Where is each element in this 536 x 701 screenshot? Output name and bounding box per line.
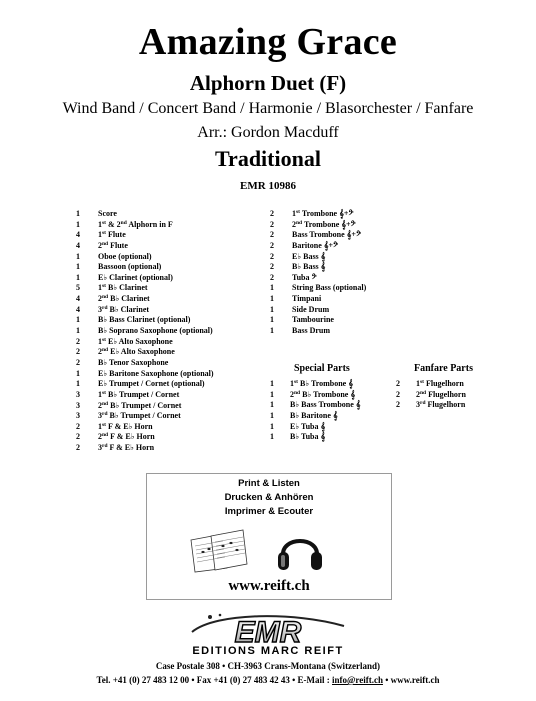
- part-name: E♭ Clarinet (optional): [98, 272, 173, 282]
- part-name: 1st Flugelhorn: [416, 379, 464, 388]
- part-row: [76, 252, 214, 263]
- part-quantity: 2: [76, 347, 80, 357]
- part-row: [76, 411, 214, 422]
- part-name: E♭ Baritone Saxophone (optional): [98, 368, 214, 378]
- part-name: Score: [98, 209, 117, 218]
- part-name: 2nd B♭ Trumpet / Cornet: [98, 400, 182, 410]
- part-row: [76, 262, 214, 273]
- publisher-address: Case Postale 308 • CH-3963 Crans-Montana (Switzerland): [155, 661, 381, 671]
- composer: Traditional: [215, 146, 321, 171]
- part-row: [270, 411, 361, 422]
- part-row: [270, 315, 366, 326]
- part-row: [76, 209, 214, 220]
- part-quantity: 3: [76, 389, 80, 399]
- part-name: E♭ Trumpet / Cornet (optional): [98, 379, 205, 389]
- part-quantity: 3: [76, 400, 80, 410]
- part-quantity: 2: [270, 251, 274, 261]
- part-row: [76, 305, 214, 316]
- part-quantity: 1: [270, 400, 274, 410]
- part-name: 3rd Flugelhorn: [416, 400, 466, 410]
- part-row: [76, 315, 214, 326]
- part-quantity: 1: [76, 368, 80, 378]
- part-quantity: 2: [270, 219, 274, 229]
- part-row: [270, 230, 366, 241]
- part-name: B♭ Bass 𝄞: [292, 262, 326, 272]
- part-quantity: 2: [396, 400, 400, 410]
- part-quantity: 2: [270, 272, 274, 282]
- part-name: Bass Trombone 𝄞+𝄢: [292, 230, 362, 240]
- part-row: [270, 252, 366, 263]
- headphones-icon: [275, 526, 325, 574]
- part-name: Oboe (optional): [98, 251, 152, 261]
- part-quantity: 1: [270, 389, 274, 399]
- part-name: E♭ Tuba 𝄞: [290, 421, 326, 431]
- part-row: [270, 379, 361, 390]
- arranger: Arr.: Gordon Macduff: [197, 124, 339, 141]
- part-quantity: 2: [270, 230, 274, 240]
- fanfare-parts-list: [396, 379, 466, 411]
- parts-list-left: [76, 209, 214, 454]
- part-row: [270, 262, 366, 273]
- part-quantity: 1: [270, 379, 274, 388]
- catalog-number: EMR 10986: [240, 180, 296, 192]
- part-row: [270, 400, 361, 411]
- part-quantity: 2: [76, 336, 80, 346]
- emr-logo: [186, 610, 350, 646]
- part-quantity: 2: [270, 240, 274, 250]
- part-name: 1st B♭ Clarinet: [98, 283, 148, 293]
- part-row: [76, 241, 214, 252]
- part-name: 3rd B♭ Clarinet: [98, 304, 150, 314]
- part-row: [396, 400, 466, 411]
- part-name: Bassoon (optional): [98, 262, 162, 272]
- title: Amazing Grace: [138, 21, 398, 63]
- part-name: 2nd B♭ Clarinet: [98, 294, 150, 304]
- part-quantity: 2: [76, 443, 80, 453]
- part-name: B♭ Tuba 𝄞: [290, 432, 326, 442]
- part-row: [76, 337, 214, 348]
- part-name: E♭ Bass 𝄞: [292, 251, 326, 261]
- emr-logo-text: EMR: [234, 616, 302, 646]
- part-name: 1st B♭ Trumpet / Cornet: [98, 389, 180, 399]
- part-name: 2nd E♭ Alto Saxophone: [98, 347, 175, 357]
- part-name: 2nd B♭ Trombone 𝄞: [290, 389, 356, 399]
- part-row: [270, 209, 366, 220]
- part-quantity: 1: [76, 315, 80, 325]
- sheet-music-icon: [187, 528, 267, 574]
- print-listen-box[interactable]: [146, 473, 392, 600]
- part-name: 1st & 2nd Alphorn in F: [98, 219, 173, 229]
- part-quantity: 1: [270, 304, 274, 314]
- promo-line-3: Imprimer & Ecouter: [224, 506, 314, 517]
- part-quantity: 1: [270, 410, 274, 420]
- email-link[interactable]: info@reift.ch: [332, 675, 383, 685]
- part-row: [76, 390, 214, 401]
- part-row: [270, 220, 366, 231]
- part-row: [270, 326, 366, 337]
- promo-text: [147, 477, 391, 519]
- parts-list-middle: [270, 209, 366, 337]
- part-row: [76, 347, 214, 358]
- part-name: 1st E♭ Alto Saxophone: [98, 336, 173, 346]
- publisher-contact: [0, 675, 536, 685]
- part-row: [270, 305, 366, 316]
- contact-website: • www.reift.ch: [382, 675, 440, 685]
- part-quantity: 3: [76, 411, 80, 421]
- part-name: Tuba 𝄢: [292, 272, 317, 282]
- part-row: [76, 220, 214, 231]
- part-quantity: 1: [76, 262, 80, 272]
- part-row: [76, 369, 214, 380]
- part-row: [76, 401, 214, 412]
- part-quantity: 1: [270, 283, 274, 293]
- part-row: [396, 379, 466, 390]
- part-row: [270, 432, 361, 443]
- part-name: 2nd Flugelhorn: [416, 389, 466, 399]
- part-name: 3rd F & E♭ Horn: [98, 443, 155, 453]
- instrumentation: Wind Band / Concert Band / Harmonie / Blasorchester / Fanfare: [62, 100, 474, 117]
- part-name: Timpani: [292, 294, 322, 304]
- part-quantity: 2: [396, 389, 400, 399]
- part-quantity: 1: [270, 421, 274, 431]
- part-name: 1st Trombone 𝄞+𝄢: [292, 209, 354, 218]
- part-quantity: 5: [76, 283, 80, 293]
- part-name: Side Drum: [292, 304, 330, 314]
- part-quantity: 2: [76, 357, 80, 367]
- part-quantity: 2: [76, 421, 80, 431]
- part-name: Bass Drum: [292, 326, 331, 336]
- part-row: [76, 379, 214, 390]
- part-row: [76, 326, 214, 337]
- part-name: 2nd Trombone 𝄞+𝄢: [292, 219, 356, 229]
- part-row: [270, 390, 361, 401]
- fanfare-parts-heading: Fanfare Parts: [414, 363, 473, 374]
- part-name: 1st F & E♭ Horn: [98, 421, 153, 431]
- part-quantity: 2: [270, 262, 274, 272]
- special-parts-list: [270, 379, 361, 443]
- part-row: [76, 443, 214, 454]
- part-name: B♭ Bass Clarinet (optional): [98, 315, 191, 325]
- part-row: [270, 283, 366, 294]
- part-name: Tambourine: [292, 315, 334, 325]
- contact-phone-fax: Tel. +41 (0) 27 483 12 00 • Fax +41 (0) 27 483 42 43 • E-Mail :: [96, 675, 333, 685]
- part-row: [270, 273, 366, 284]
- part-name: 2nd F & E♭ Horn: [98, 432, 155, 442]
- part-row: [76, 432, 214, 443]
- part-name: String Bass (optional): [292, 283, 367, 293]
- part-row: [396, 390, 466, 401]
- part-quantity: 1: [270, 294, 274, 304]
- part-name: 2nd Flute: [98, 240, 128, 250]
- part-name: 1st B♭ Trombone 𝄞: [290, 379, 353, 388]
- part-quantity: 1: [76, 219, 80, 229]
- part-quantity: 4: [76, 304, 80, 314]
- part-row: [76, 294, 214, 305]
- part-row: [76, 283, 214, 294]
- part-quantity: 2: [76, 432, 80, 442]
- part-quantity: 2: [396, 379, 400, 388]
- part-row: [76, 422, 214, 433]
- promo-url-link[interactable]: www.reift.ch: [228, 578, 310, 594]
- special-parts-heading: Special Parts: [294, 363, 350, 374]
- part-row: [76, 358, 214, 369]
- part-row: [270, 422, 361, 433]
- part-row: [76, 273, 214, 284]
- part-quantity: 2: [270, 209, 274, 218]
- promo-line-2: Drucken & Anhören: [224, 492, 314, 503]
- part-name: 1st Flute: [98, 230, 126, 240]
- part-quantity: 1: [270, 315, 274, 325]
- part-name: B♭ Bass Trombone 𝄞: [290, 400, 361, 410]
- part-quantity: 1: [76, 209, 80, 218]
- part-name: B♭ Tenor Saxophone: [98, 357, 169, 367]
- part-quantity: 4: [76, 240, 80, 250]
- part-row: [270, 294, 366, 305]
- part-name: Baritone 𝄞+𝄢: [292, 240, 339, 250]
- part-name: 3rd B♭ Trumpet / Cornet: [98, 411, 181, 421]
- part-name: B♭ Baritone 𝄞: [290, 410, 338, 420]
- part-quantity: 4: [76, 294, 80, 304]
- part-row: [270, 241, 366, 252]
- subtitle: Alphorn Duet (F): [189, 71, 347, 95]
- part-quantity: 1: [76, 326, 80, 336]
- part-quantity: 1: [76, 379, 80, 389]
- part-quantity: 1: [76, 251, 80, 261]
- part-quantity: 4: [76, 230, 80, 240]
- part-quantity: 1: [76, 272, 80, 282]
- promo-line-1: Print & Listen: [238, 478, 300, 489]
- part-quantity: 1: [270, 326, 274, 336]
- part-quantity: 1: [270, 432, 274, 442]
- part-name: B♭ Soprano Saxophone (optional): [98, 326, 213, 336]
- part-row: [76, 230, 214, 241]
- publisher-name: EDITIONS MARC REIFT: [192, 645, 344, 657]
